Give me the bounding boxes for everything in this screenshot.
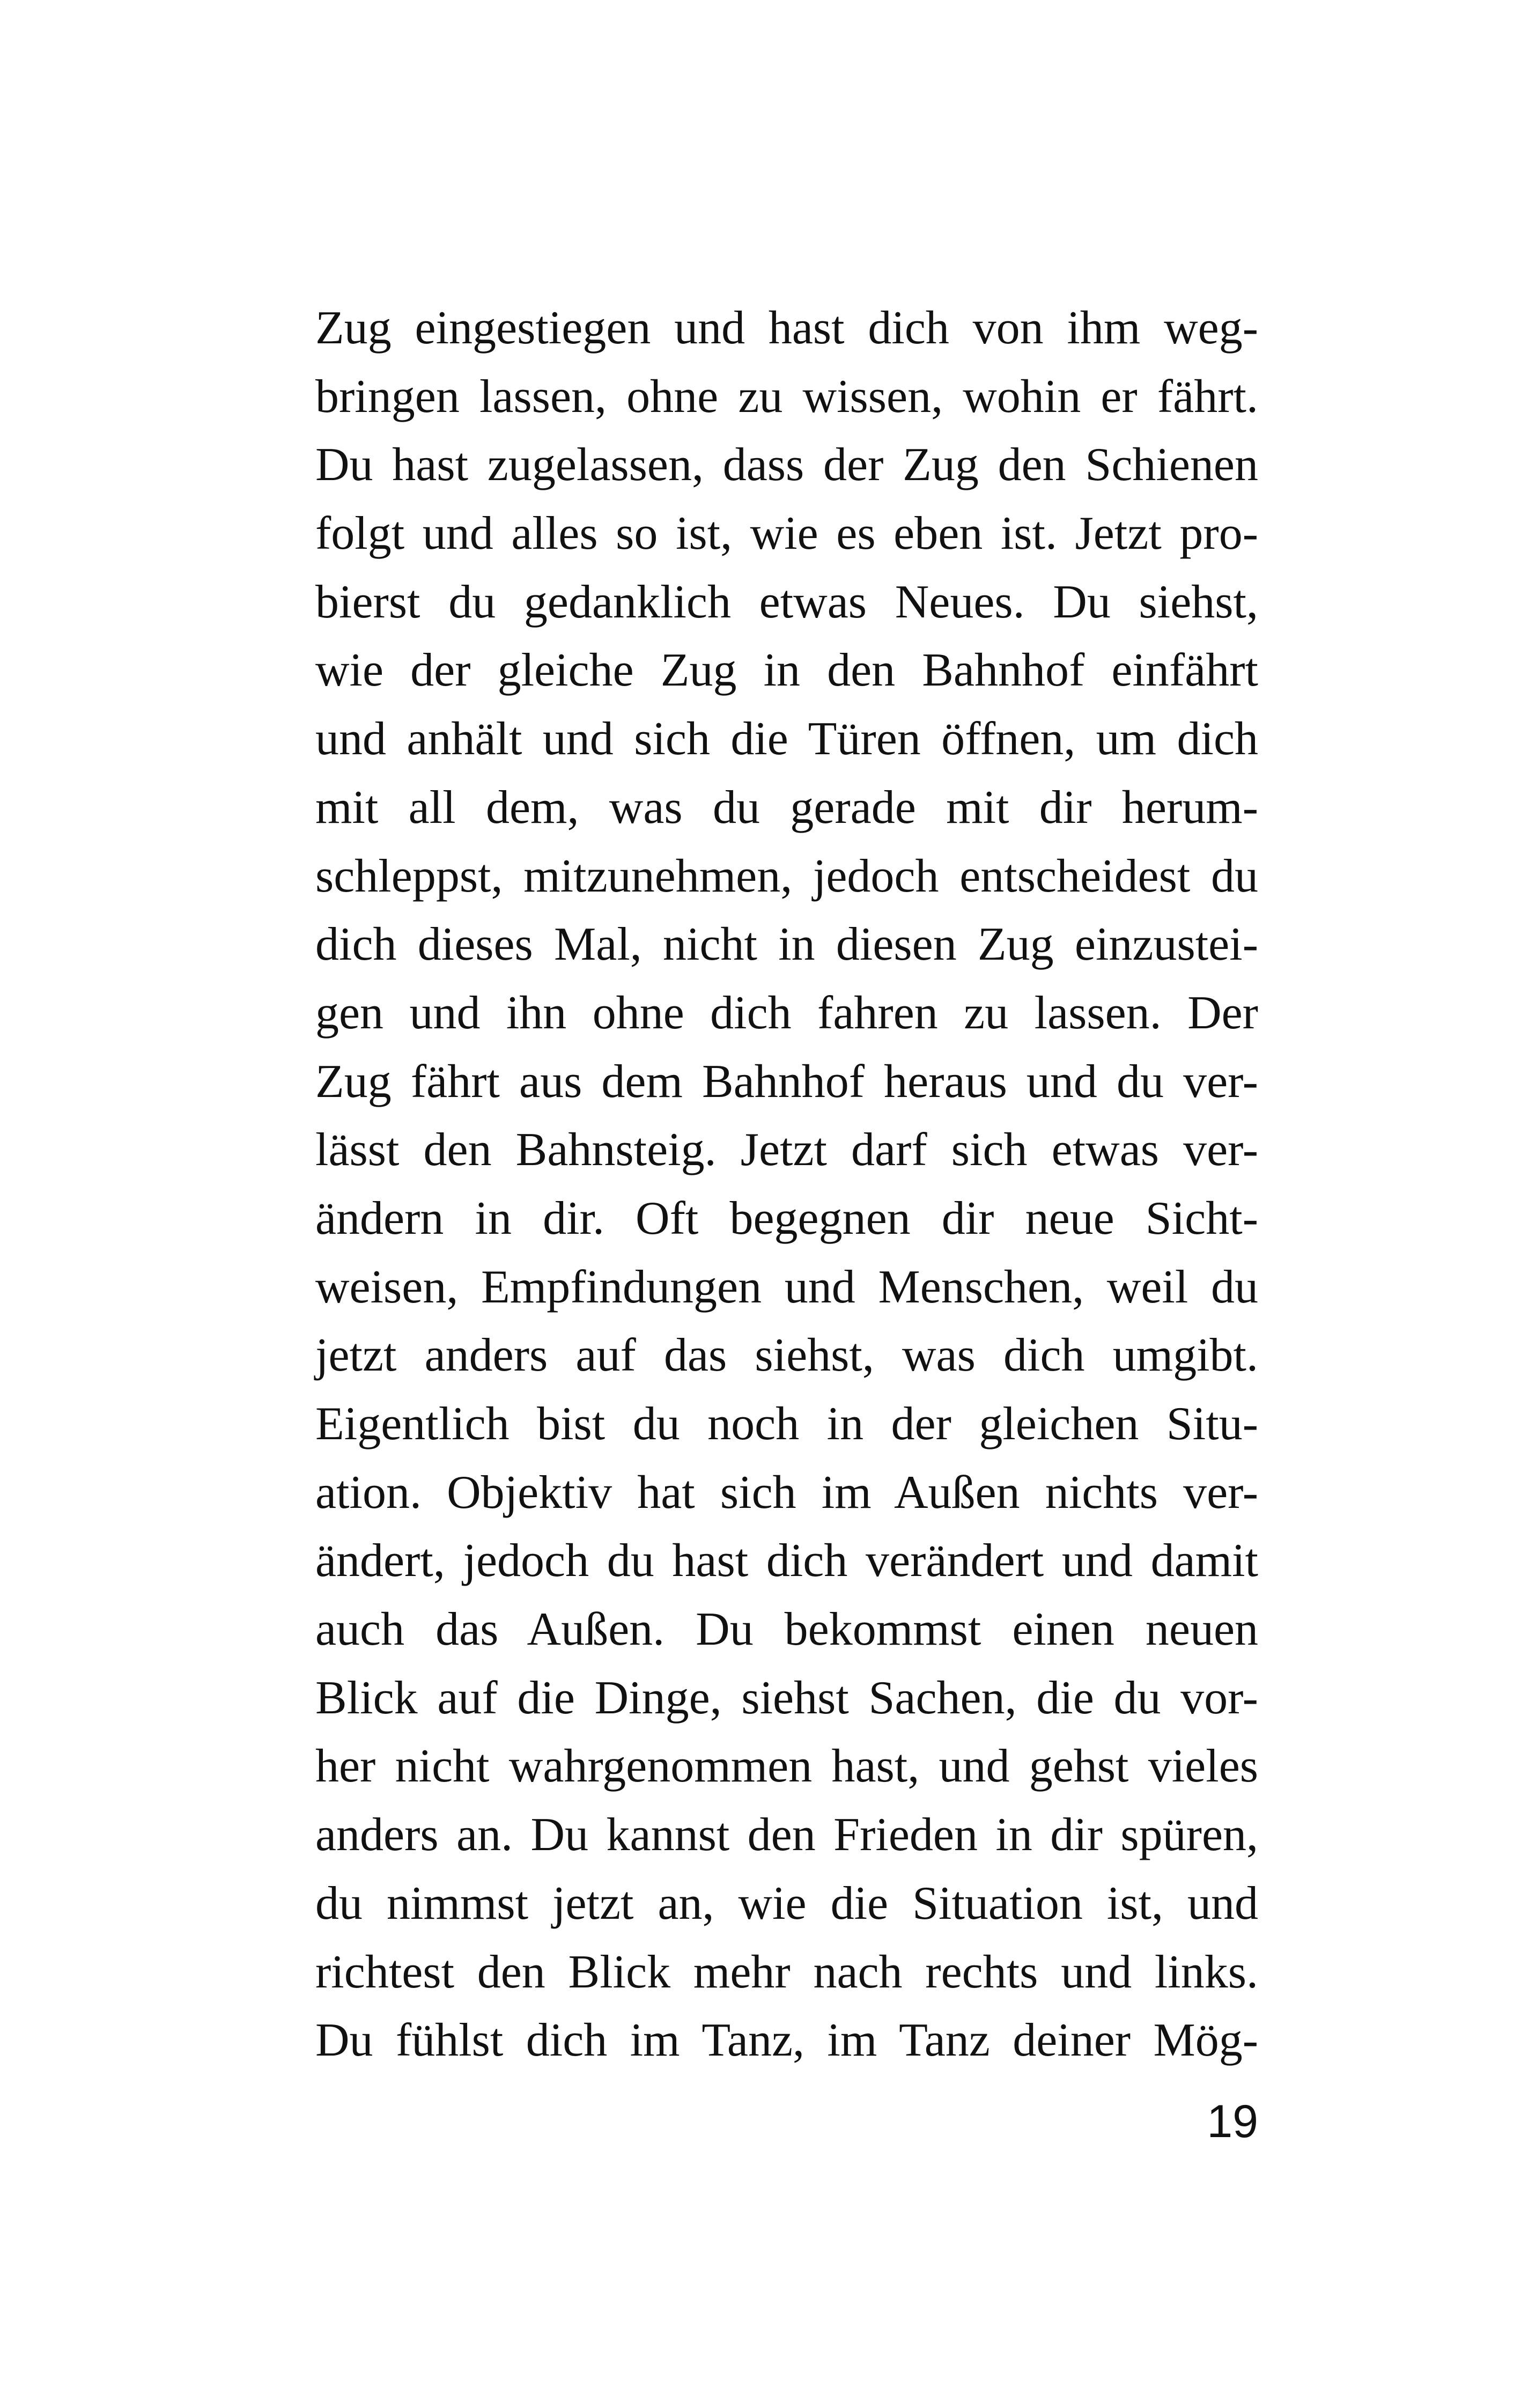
text-line: auch das Außen. Du bekommst einen neuen: [315, 1603, 1258, 1656]
text-line: wie der gleiche Zug in den Bahnhof einfährt: [315, 644, 1258, 697]
text-line: folgt und alles so ist, wie es eben ist. Jetzt pro-: [315, 507, 1258, 560]
text-line: bringen lassen, ohne zu wissen, wohin er fährt.: [315, 370, 1258, 423]
text-line: schleppst, mitzunehmen, jedoch entscheidest du: [315, 850, 1258, 902]
text-line: weisen, Empfindungen und Menschen, weil du: [315, 1261, 1258, 1313]
text-line: Zug fährt aus dem Bahnhof heraus und du ver-: [315, 1055, 1258, 1108]
text-line: und anhält und sich die Türen öffnen, um dich: [315, 713, 1258, 765]
text-line: ändert, jedoch du hast dich verändert und damit: [315, 1535, 1258, 1587]
text-line: ation. Objektiv hat sich im Außen nichts ver-: [315, 1466, 1258, 1519]
text-line: jetzt anders auf das siehst, was dich umgibt.: [315, 1329, 1258, 1382]
text-line: Zug eingestiegen und hast dich von ihm weg-: [315, 302, 1258, 354]
page-number: 19: [1207, 2096, 1258, 2147]
text-line: gen und ihn ohne dich fahren zu lassen. Der: [315, 986, 1258, 1039]
text-line: Blick auf die Dinge, siehst Sachen, die du vor-: [315, 1671, 1258, 1724]
text-line: richtest den Blick mehr nach rechts und links.: [315, 1946, 1258, 1998]
text-line: dich dieses Mal, nicht in diesen Zug einzustei-: [315, 918, 1258, 971]
text-line: Du fühlst dich im Tanz, im Tanz deiner Mög-: [315, 2014, 1258, 2067]
text-line: lässt den Bahnsteig. Jetzt darf sich etwas ver-: [315, 1124, 1258, 1176]
text-line: mit all dem, was du gerade mit dir herum-: [315, 781, 1258, 834]
text-line: Du hast zugelassen, dass der Zug den Schienen: [315, 439, 1258, 491]
text-line: her nicht wahrgenommen hast, und gehst vieles: [315, 1740, 1258, 1793]
body-text: [315, 294, 1258, 2075]
text-line: Eigentlich bist du noch in der gleichen Situ-: [315, 1398, 1258, 1450]
text-line: bierst du gedanklich etwas Neues. Du siehst,: [315, 576, 1258, 628]
text-line: ändern in dir. Oft begegnen dir neue Sicht-: [315, 1192, 1258, 1244]
text-line: anders an. Du kannst den Frieden in dir spüren,: [315, 1809, 1258, 1861]
text-line: du nimmst jetzt an, wie die Situation ist, und: [315, 1877, 1258, 1930]
